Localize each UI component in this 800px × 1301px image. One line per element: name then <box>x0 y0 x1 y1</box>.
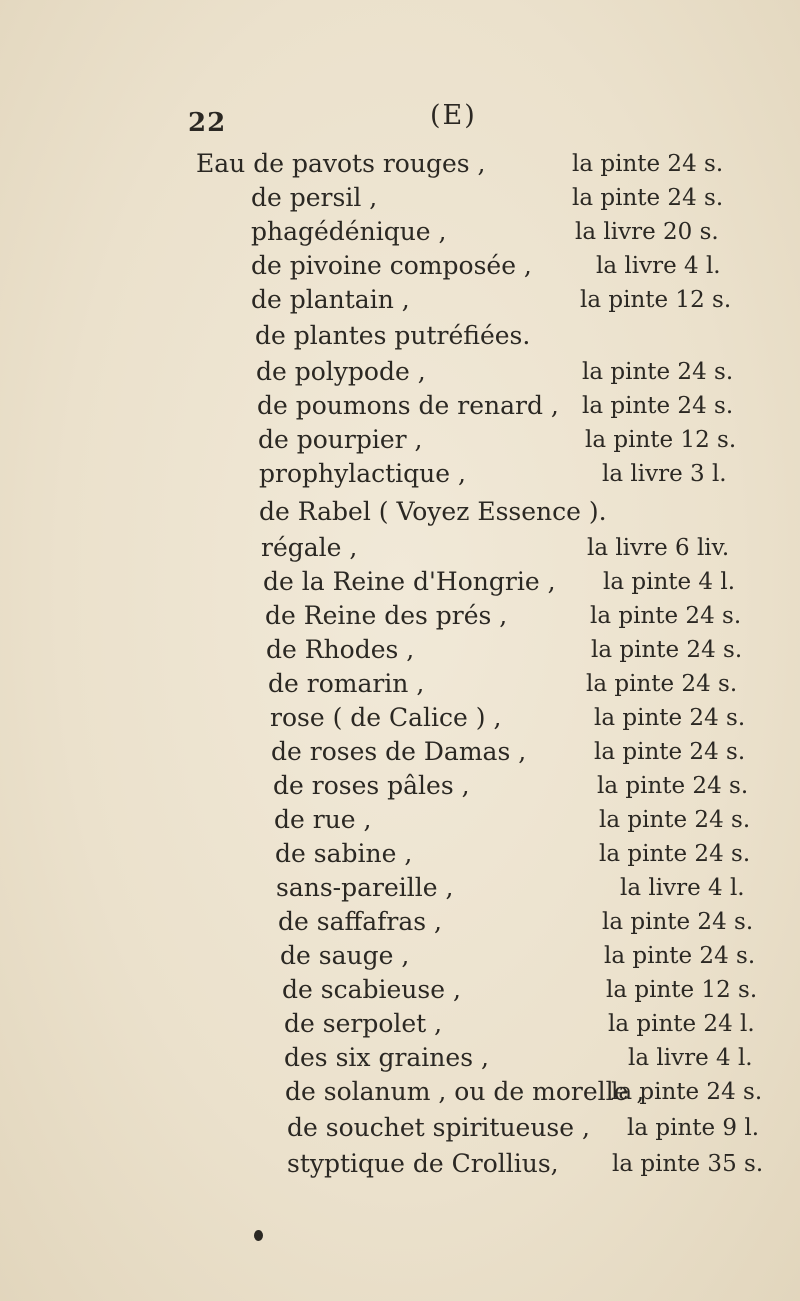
entry-price: la pinte 24 s. <box>594 705 746 731</box>
running-head: (E) <box>430 100 477 131</box>
list-item <box>0 1074 800 1110</box>
entry-price: la pinte 24 s. <box>590 603 742 629</box>
list-item <box>0 700 800 736</box>
entry-term: styptique de Crollius, <box>287 1149 559 1178</box>
list-item <box>0 282 800 318</box>
entry-price: la pinte 24 s. <box>602 909 754 935</box>
entry-term: de polypode , <box>256 357 426 386</box>
entry-term: de serpolet , <box>284 1009 443 1038</box>
entry-price: la livre 3 l. <box>602 461 727 487</box>
entry-price: la pinte 24 s. <box>591 637 743 663</box>
list-item <box>0 938 800 974</box>
list-item <box>0 598 800 634</box>
entry-price: la livre 6 liv. <box>587 535 730 561</box>
entry-price: la pinte 4 l. <box>603 569 736 595</box>
list-item <box>0 530 800 566</box>
entry-price: la pinte 24 l. <box>608 1011 755 1037</box>
list-item <box>0 972 800 1008</box>
list-item <box>0 456 800 492</box>
list-item <box>0 734 800 770</box>
entry-term: de scabieuse , <box>282 975 461 1004</box>
entry-term: Eau de pavots rouges , <box>196 149 486 178</box>
page-number: 22 <box>188 108 227 138</box>
entry-price: la pinte 24 s. <box>582 393 734 419</box>
list-item <box>0 422 800 458</box>
entry-price: la pinte 24 s. <box>594 739 746 765</box>
entry-price: la pinte 24 s. <box>604 943 756 969</box>
list-item <box>0 318 800 354</box>
entry-price: la pinte 24 s. <box>599 841 751 867</box>
list-item <box>0 836 800 872</box>
entry-term: de pourpier , <box>258 425 423 454</box>
ink-spot <box>254 1230 263 1241</box>
entry-term: de souchet spiritueuse , <box>287 1113 590 1142</box>
list-item <box>0 904 800 940</box>
list-item <box>0 1006 800 1042</box>
entry-term: de roses de Damas , <box>271 737 527 766</box>
entry-term: de Reine des prés , <box>265 601 508 630</box>
entry-term: régale , <box>261 533 358 562</box>
list-item <box>0 248 800 284</box>
list-item <box>0 564 800 600</box>
entry-price: la pinte 9 l. <box>627 1115 760 1141</box>
list-item <box>0 180 800 216</box>
list-item <box>0 1040 800 1076</box>
entry-price: la pinte 24 s. <box>582 359 734 385</box>
entry-term: de pivoine composée , <box>251 251 532 280</box>
entry-term: sans-pareille , <box>276 873 454 902</box>
entry-price: la pinte 24 s. <box>586 671 738 697</box>
list-item <box>0 1146 800 1182</box>
list-item <box>0 388 800 424</box>
entry-price: la pinte 24 s. <box>599 807 751 833</box>
entry-price: la pinte 24 s. <box>572 151 724 177</box>
list-item <box>0 802 800 838</box>
entry-term: de solanum , ou de morelle , <box>285 1077 645 1106</box>
entry-term: des six graines , <box>284 1043 489 1072</box>
list-item <box>0 494 800 530</box>
entry-term: de sabine , <box>275 839 413 868</box>
entry-term: de plantes putréfiées. <box>255 321 531 350</box>
entry-price: la livre 4 l. <box>596 253 721 279</box>
entry-term: de romarin , <box>268 669 425 698</box>
entry-price: la pinte 24 s. <box>572 185 724 211</box>
list-item <box>0 632 800 668</box>
entry-term: de roses pâles , <box>273 771 470 800</box>
list-item <box>0 1110 800 1146</box>
entry-term: phagédénique , <box>251 217 447 246</box>
entry-price: la livre 4 l. <box>620 875 745 901</box>
list-item <box>0 666 800 702</box>
entry-term: de plantain , <box>251 285 410 314</box>
entry-price: la pinte 12 s. <box>606 977 758 1003</box>
list-item <box>0 768 800 804</box>
entry-price: la pinte 12 s. <box>585 427 737 453</box>
entry-price: la livre 4 l. <box>628 1045 753 1071</box>
entry-price: la pinte 24 s. <box>611 1079 763 1105</box>
entry-term: de saffafras , <box>278 907 442 936</box>
list-item <box>0 870 800 906</box>
entry-price: la pinte 12 s. <box>580 287 732 313</box>
entry-term: de Rabel ( Voyez Essence ). <box>259 497 607 526</box>
entry-term: de sauge , <box>280 941 410 970</box>
list-item <box>0 214 800 250</box>
entry-price: la livre 20 s. <box>575 219 719 245</box>
entry-price: la pinte 35 s. <box>612 1151 764 1177</box>
list-item <box>0 354 800 390</box>
entry-term: de persil , <box>251 183 378 212</box>
list-item <box>0 146 800 182</box>
entry-term: prophylactique , <box>259 459 466 488</box>
entry-term: de Rhodes , <box>266 635 415 664</box>
entry-term: de poumons de renard , <box>257 391 559 420</box>
entry-term: rose ( de Calice ) , <box>270 703 502 732</box>
entry-price: la pinte 24 s. <box>597 773 749 799</box>
entry-term: de la Reine d'Hongrie , <box>263 567 556 596</box>
entry-term: de rue , <box>274 805 372 834</box>
